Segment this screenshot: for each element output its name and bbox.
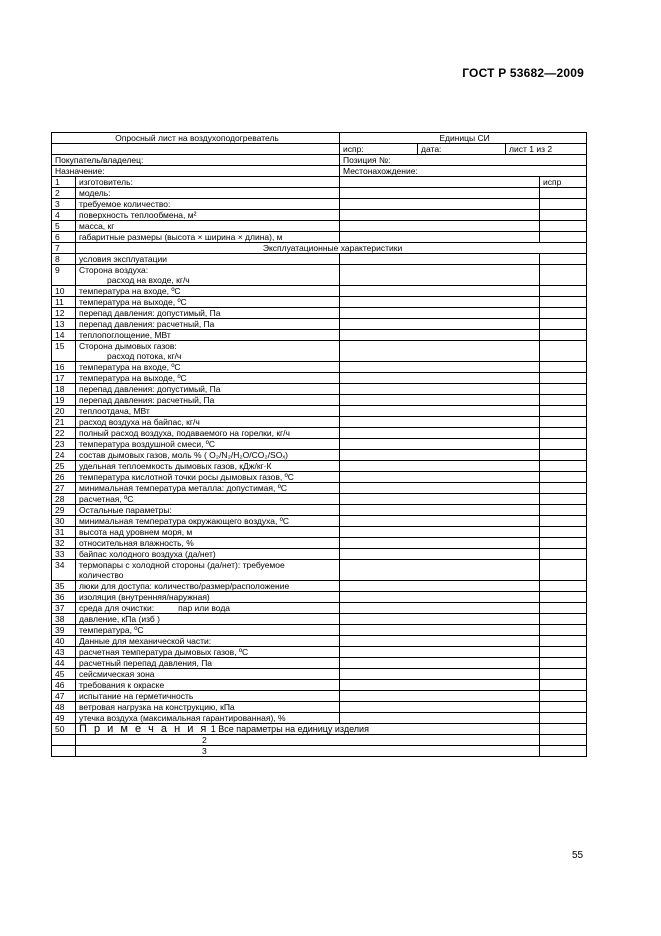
table-row: 35 люки для доступа: количество/размер/расположение [52,581,587,592]
buyer-label: Покупатель/владелец: [52,155,340,166]
notes-line: П р и м е ч а н и я 1 Все параметры на единицу изделия [76,724,540,735]
table-row: 39 температура, ºС [52,625,587,636]
table-row: 3 требуемое количество: [52,199,587,210]
table-row: 33 байпас холодного воздуха (да/нет) [52,549,587,560]
notes-line: 2 [76,735,540,746]
document-code: ГОСТ Р 53682—2009 [462,66,584,80]
section-heading: Эксплуатационные характеристики [76,243,587,254]
sheet-label: лист 1 из 2 [506,144,587,155]
location-label: Местонахождение: [340,166,587,177]
purpose-label: Назначение: [52,166,340,177]
table-row: 18 перепад давления: допустимый, Па [52,384,587,395]
table-row: 16 температура на входе, ºС [52,362,587,373]
position-label: Позиция №: [340,155,587,166]
page-number: 55 [572,850,584,861]
table-row: 45 сейсмическая зона [52,669,587,680]
table-row: 20 теплоотдача, МВт [52,406,587,417]
table-row: 15 Сторона дымовых газов: расход потока, кг/ч [52,341,587,362]
table-row: 21 расход воздуха на байпас, кг/ч [52,417,587,428]
table-row: 43 расчетная температура дымовых газов, ºС [52,647,587,658]
table-row: 29 Остальные параметры: [52,505,587,516]
table-row: 9 Сторона воздуха: расход на входе, кг/ч [52,265,587,286]
table-row: 37 среда для очистки: пар или вода [52,603,587,614]
table-row: 36 изоляция (внутренняя/наружная) [52,592,587,603]
date-label: дата: [418,144,506,155]
table-row: 2 модель: [52,188,587,199]
table-row [52,735,587,746]
table-row: 27 минимальная температура металла: допустимая, ºС [52,483,587,494]
table-row: 28 расчетная, ºС [52,494,587,505]
table-row: 31 высота над уровнем моря, м [52,527,587,538]
table-row: 47 испытание на герметичность [52,691,587,702]
table-row: 32 относительная влажность, % [52,538,587,549]
table-row: 46 требования к окраске [52,680,587,691]
table-row: 25 удельная теплоемкость дымовых газов, кДж/кг·К [52,461,587,472]
table-row [52,746,587,757]
table-row: 10 температура на входе, ºС [52,286,587,297]
table-row: 17 температура на выходе, ºС [52,373,587,384]
table-row: 11 температура на выходе, ºС [52,297,587,308]
table-row: 14 теплопоглощение, МВт [52,330,587,341]
table-row: 48 ветровая нагрузка на конструкцию, кПа [52,702,587,713]
table-row: 34 термопары с холодной стороны (да/нет): требуемое количество [52,560,587,581]
notes-line: 3 [76,746,540,757]
units-title: Единицы СИ [340,133,587,144]
table-row: 6 габаритные размеры (высота × ширина × длина), м [52,232,587,243]
revision-header: испр [540,177,587,188]
questionnaire-table [51,132,587,757]
table-row: 24 состав дымовых газов, моль % ( O₂/N₂/H₂O/CO₂/SOₓ) [52,450,587,461]
performer-label: испр: [340,144,418,155]
table-row: 49 утечка воздуха (максимальная гарантированная), % [52,713,587,724]
table-row: 1 изготовитель: испр [52,177,587,188]
table-row: 8 условия эксплуатации [52,254,587,265]
table-row: 40 Данные для механической части: [52,636,587,647]
table-row: 23 температура воздушной смеси, ºС [52,439,587,450]
table-row: 13 перепад давления: расчетный, Па [52,319,587,330]
table-row: 44 расчетный перепад давления, Па [52,658,587,669]
table-row: 7 Эксплуатационные характеристики [52,243,587,254]
section-heading: Остальные параметры: [76,505,340,516]
table-row: 30 минимальная температура окружающего воздуха, ºС [52,516,587,527]
table-row: 19 перепад давления: расчетный, Па [52,395,587,406]
table-row: 26 температура кислотной точки росы дымовых газов, ºС [52,472,587,483]
form-title: Опросный лист на воздухоподогреватель [52,133,340,144]
section-heading: Данные для механической части: [76,636,340,647]
table-row: 5 масса, кг [52,221,587,232]
table-row: 4 поверхность теплообмена, м² [52,210,587,221]
table-row: 38 давление, кПа (изб ) [52,614,587,625]
table-row: 22 полный расход воздуха, подаваемого на горелки, кг/ч [52,428,587,439]
table-row: 12 перепад давления: допустимый, Па [52,308,587,319]
table-row: 50 П р и м е ч а н и я 1 Все параметры на единицу изделия [52,724,587,735]
